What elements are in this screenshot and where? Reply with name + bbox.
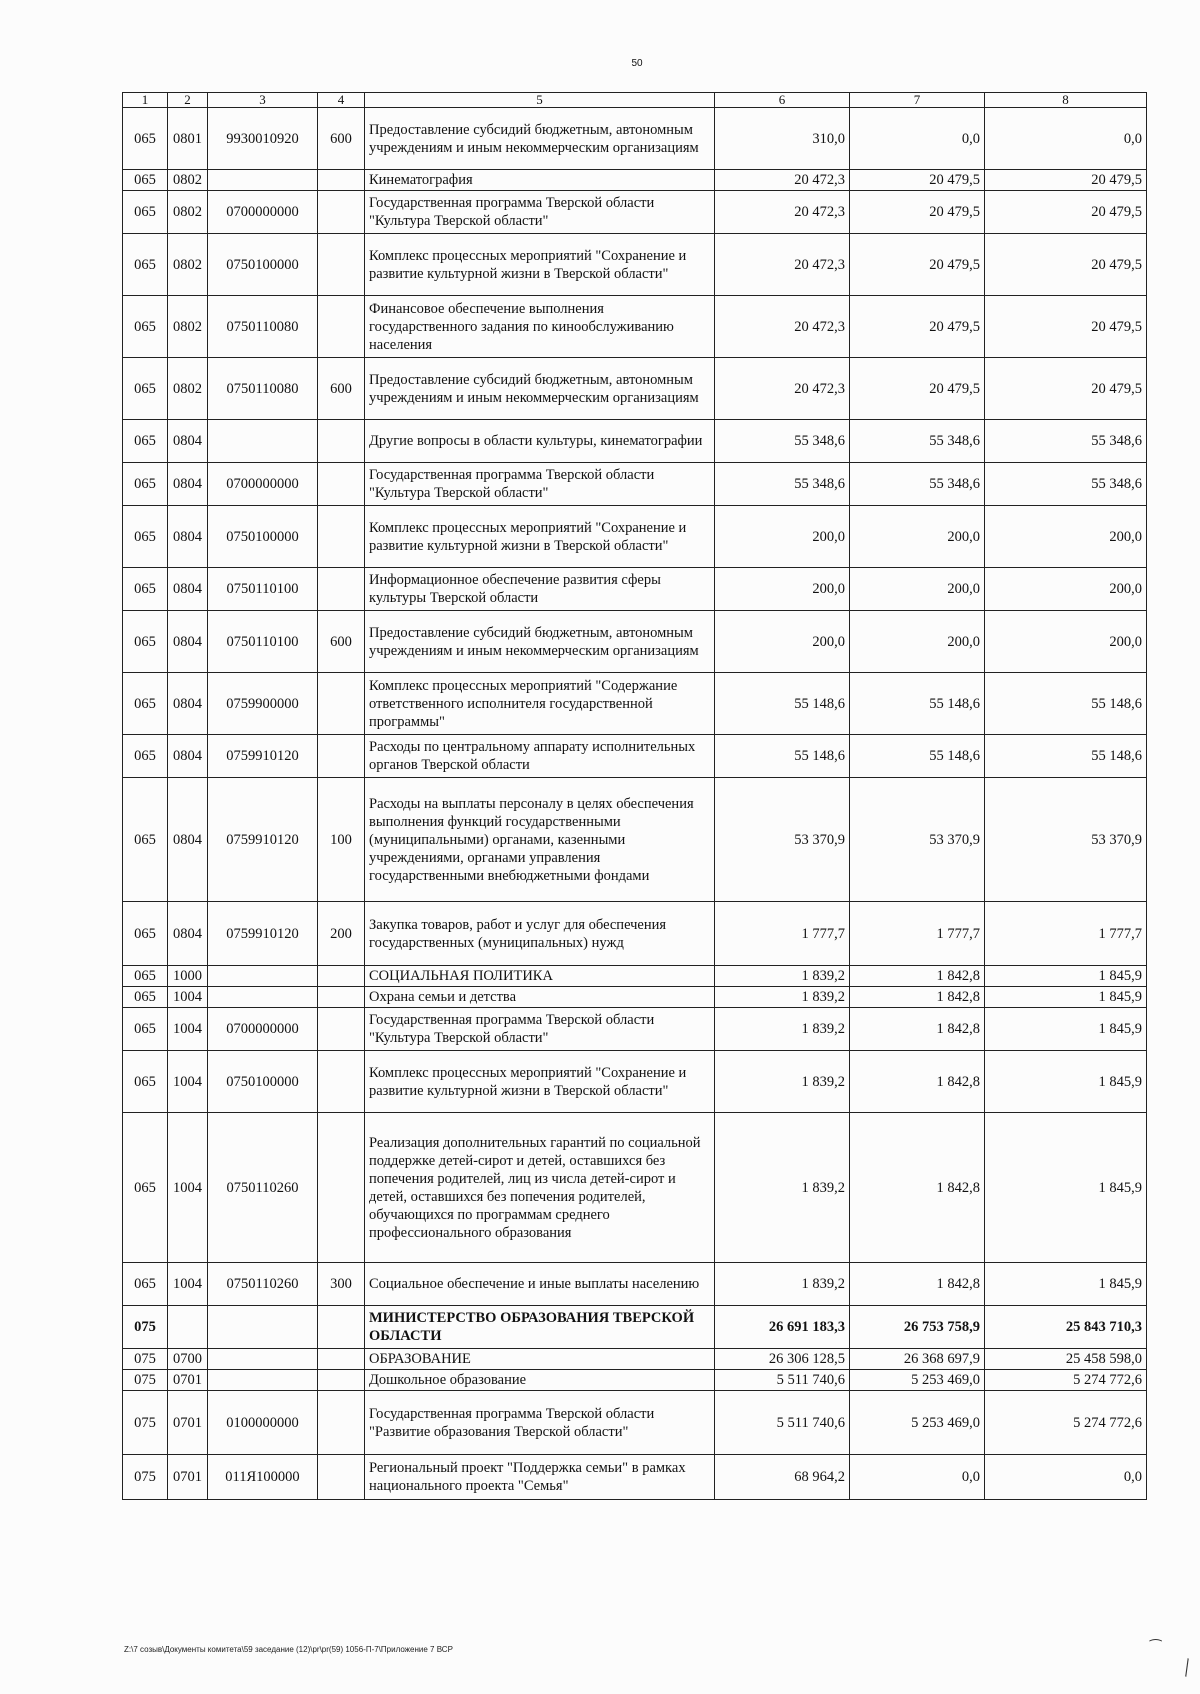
cell-target-code: 0750100000: [208, 1051, 318, 1113]
cell-expense-type: [318, 568, 365, 611]
cell-expense-type: 100: [318, 778, 365, 902]
cell-target-code: 0700000000: [208, 191, 318, 234]
cell-admin-code: 065: [123, 358, 168, 420]
cell-section-code: 1000: [168, 966, 208, 987]
cell-target-code: 0100000000: [208, 1391, 318, 1455]
cell-target-code: [208, 1370, 318, 1391]
cell-value-col6: 55 348,6: [715, 463, 850, 506]
cell-expense-type: [318, 420, 365, 463]
cell-value-col6: 55 148,6: [715, 735, 850, 778]
cell-target-code: 9930010920: [208, 108, 318, 170]
cell-admin-code: 065: [123, 902, 168, 966]
cell-target-code: 0759900000: [208, 673, 318, 735]
cell-value-col8: 53 370,9: [985, 778, 1147, 902]
cell-value-col7: 20 479,5: [850, 296, 985, 358]
cell-value-col7: 20 479,5: [850, 170, 985, 191]
cell-value-col8: 0,0: [985, 108, 1147, 170]
cell-value-col7: 1 842,8: [850, 1008, 985, 1051]
cell-admin-code: 065: [123, 1263, 168, 1306]
cell-name: Реализация дополнительных гарантий по социальной поддержке детей-сирот и детей, оставшихся без попечения родителей, лиц из числа детей-сирот и детей, оставшихся без попечения родителей, обучающихся по программам среднего профессионального образования: [365, 1113, 715, 1263]
cell-value-col7: 53 370,9: [850, 778, 985, 902]
cell-name: Дошкольное образование: [365, 1370, 715, 1391]
cell-name: Закупка товаров, работ и услуг для обеспечения государственных (муниципальных) нужд: [365, 902, 715, 966]
table-row: [123, 735, 1147, 778]
cell-value-col6: 20 472,3: [715, 296, 850, 358]
table-row: [123, 108, 1147, 170]
cell-name: Финансовое обеспечение выполнения государственного задания по кинообслуживанию населения: [365, 296, 715, 358]
cell-admin-code: 065: [123, 1051, 168, 1113]
col-header: 2: [168, 93, 208, 108]
cell-value-col8: 5 274 772,6: [985, 1370, 1147, 1391]
cell-value-col7: 1 842,8: [850, 1113, 985, 1263]
table-row: [123, 778, 1147, 902]
cell-section-code: 0701: [168, 1455, 208, 1500]
cell-name: Региональный проект "Поддержка семьи" в рамках национального проекта "Семья": [365, 1455, 715, 1500]
cell-value-col8: 1 845,9: [985, 987, 1147, 1008]
table-row: [123, 966, 1147, 987]
cell-value-col8: 55 148,6: [985, 735, 1147, 778]
cell-admin-code: 065: [123, 1008, 168, 1051]
cell-target-code: 011Я100000: [208, 1455, 318, 1500]
cell-target-code: [208, 966, 318, 987]
cell-expense-type: 600: [318, 358, 365, 420]
cell-expense-type: 600: [318, 108, 365, 170]
cell-expense-type: [318, 1391, 365, 1455]
cell-section-code: 0804: [168, 902, 208, 966]
cell-value-col6: 1 839,2: [715, 1263, 850, 1306]
cell-value-col7: 1 842,8: [850, 1263, 985, 1306]
col-header: 6: [715, 93, 850, 108]
cell-name: Расходы по центральному аппарату исполнительных органов Тверской области: [365, 735, 715, 778]
cell-admin-code: 065: [123, 420, 168, 463]
cell-value-col6: 1 777,7: [715, 902, 850, 966]
cell-section-code: 0802: [168, 170, 208, 191]
cell-value-col6: 20 472,3: [715, 234, 850, 296]
table-row: [123, 902, 1147, 966]
table-row: [123, 1263, 1147, 1306]
cell-admin-code: 065: [123, 108, 168, 170]
cell-expense-type: [318, 1455, 365, 1500]
cell-value-col6: 1 839,2: [715, 1008, 850, 1051]
cell-name: Комплекс процессных мероприятий "Сохранение и развитие культурной жизни в Тверской области": [365, 234, 715, 296]
cell-expense-type: [318, 170, 365, 191]
table-row: [123, 1370, 1147, 1391]
cell-name: СОЦИАЛЬНАЯ ПОЛИТИКА: [365, 966, 715, 987]
cell-value-col6: 53 370,9: [715, 778, 850, 902]
cell-value-col8: 200,0: [985, 568, 1147, 611]
budget-table: [122, 92, 1147, 1500]
cell-name: Государственная программа Тверской области "Культура Тверской области": [365, 191, 715, 234]
cell-name: Расходы на выплаты персоналу в целях обеспечения выполнения функций государственными (муниципальными) органами, казенными учреждениями, органами управления государственными внебюджетными фондами: [365, 778, 715, 902]
table-row: [123, 1008, 1147, 1051]
table-row: [123, 506, 1147, 568]
cell-target-code: 0750110260: [208, 1263, 318, 1306]
cell-value-col8: 1 845,9: [985, 1263, 1147, 1306]
table-row: [123, 463, 1147, 506]
cell-admin-code: 065: [123, 568, 168, 611]
cell-target-code: 0700000000: [208, 463, 318, 506]
cell-value-col7: 200,0: [850, 568, 985, 611]
cell-expense-type: [318, 1306, 365, 1349]
cell-target-code: 0700000000: [208, 1008, 318, 1051]
table-row: [123, 1349, 1147, 1370]
cell-value-col6: 1 839,2: [715, 1051, 850, 1113]
cell-value-col6: 200,0: [715, 568, 850, 611]
cell-expense-type: [318, 1008, 365, 1051]
cell-value-col6: 55 148,6: [715, 673, 850, 735]
cell-value-col6: 68 964,2: [715, 1455, 850, 1500]
cell-expense-type: 200: [318, 902, 365, 966]
cell-admin-code: 065: [123, 506, 168, 568]
cell-section-code: 0804: [168, 673, 208, 735]
cell-value-col8: 200,0: [985, 611, 1147, 673]
cell-section-code: 0804: [168, 568, 208, 611]
cell-value-col7: 5 253 469,0: [850, 1370, 985, 1391]
cell-name: Предоставление субсидий бюджетным, автономным учреждениям и иным некоммерческим организациям: [365, 611, 715, 673]
cell-value-col7: 5 253 469,0: [850, 1391, 985, 1455]
cell-value-col7: 1 777,7: [850, 902, 985, 966]
table-row: [123, 1391, 1147, 1455]
cell-value-col8: 1 845,9: [985, 966, 1147, 987]
file-path-footer: Z:\7 созыв\Документы комитета\59 заседание (12)\pr\pr(59) 1056-П-7\Приложение 7 ВСР: [124, 1645, 453, 1654]
cell-admin-code: 065: [123, 735, 168, 778]
cell-section-code: 1004: [168, 1113, 208, 1263]
cell-admin-code: 065: [123, 611, 168, 673]
table-row: [123, 568, 1147, 611]
cell-value-col8: 1 845,9: [985, 1113, 1147, 1263]
cell-admin-code: 065: [123, 778, 168, 902]
page-number: 50: [631, 58, 643, 69]
cell-value-col8: 200,0: [985, 506, 1147, 568]
cell-value-col8: 5 274 772,6: [985, 1391, 1147, 1455]
cell-name: Социальное обеспечение и иные выплаты населению: [365, 1263, 715, 1306]
cell-expense-type: [318, 673, 365, 735]
cell-target-code: 0750110100: [208, 568, 318, 611]
cell-section-code: 1004: [168, 1008, 208, 1051]
cell-value-col8: 25 843 710,3: [985, 1306, 1147, 1349]
table-row: [123, 1113, 1147, 1263]
cell-value-col6: 5 511 740,6: [715, 1370, 850, 1391]
cell-value-col8: 1 845,9: [985, 1008, 1147, 1051]
cell-expense-type: 600: [318, 611, 365, 673]
cell-admin-code: 065: [123, 987, 168, 1008]
cell-value-col8: 25 458 598,0: [985, 1349, 1147, 1370]
cell-name: Предоставление субсидий бюджетным, автономным учреждениям и иным некоммерческим организациям: [365, 358, 715, 420]
cell-value-col6: 55 348,6: [715, 420, 850, 463]
cell-name: Комплекс процессных мероприятий "Сохранение и развитие культурной жизни в Тверской области": [365, 1051, 715, 1113]
cell-value-col8: 20 479,5: [985, 296, 1147, 358]
cell-value-col7: 55 148,6: [850, 735, 985, 778]
cell-section-code: 0804: [168, 506, 208, 568]
table-row: [123, 1455, 1147, 1500]
cell-target-code: [208, 1349, 318, 1370]
cell-target-code: 0750110260: [208, 1113, 318, 1263]
cell-value-col8: 55 148,6: [985, 673, 1147, 735]
cell-target-code: 0750100000: [208, 506, 318, 568]
cell-expense-type: [318, 1051, 365, 1113]
cell-section-code: 0801: [168, 108, 208, 170]
cell-admin-code: 065: [123, 296, 168, 358]
cell-value-col7: 55 348,6: [850, 463, 985, 506]
cell-section-code: 0804: [168, 778, 208, 902]
col-header: 3: [208, 93, 318, 108]
cell-section-code: 1004: [168, 1051, 208, 1113]
cell-value-col6: 200,0: [715, 611, 850, 673]
cell-admin-code: 075: [123, 1349, 168, 1370]
cell-value-col6: 26 306 128,5: [715, 1349, 850, 1370]
cell-section-code: 0701: [168, 1370, 208, 1391]
cell-name: МИНИСТЕРСТВО ОБРАЗОВАНИЯ ТВЕРСКОЙ ОБЛАСТИ: [365, 1306, 715, 1349]
cell-expense-type: [318, 735, 365, 778]
cell-expense-type: [318, 234, 365, 296]
cell-section-code: 1004: [168, 987, 208, 1008]
cell-section-code: 0802: [168, 358, 208, 420]
cell-value-col8: 20 479,5: [985, 191, 1147, 234]
cell-value-col6: 5 511 740,6: [715, 1391, 850, 1455]
cell-target-code: 0759910120: [208, 735, 318, 778]
cell-value-col7: 200,0: [850, 506, 985, 568]
cell-value-col7: 20 479,5: [850, 191, 985, 234]
cell-expense-type: 300: [318, 1263, 365, 1306]
table-row: [123, 296, 1147, 358]
cell-name: Другие вопросы в области культуры, кинематографии: [365, 420, 715, 463]
cell-value-col6: 310,0: [715, 108, 850, 170]
cell-admin-code: 065: [123, 966, 168, 987]
cell-expense-type: [318, 463, 365, 506]
cell-target-code: [208, 1306, 318, 1349]
cell-expense-type: [318, 966, 365, 987]
cell-value-col8: 55 348,6: [985, 463, 1147, 506]
table-row: [123, 1306, 1147, 1349]
cell-value-col6: 1 839,2: [715, 987, 850, 1008]
cell-admin-code: 075: [123, 1306, 168, 1349]
cell-value-col7: 1 842,8: [850, 1051, 985, 1113]
table-row: [123, 358, 1147, 420]
cell-section-code: [168, 1306, 208, 1349]
cell-expense-type: [318, 1113, 365, 1263]
table-row: [123, 611, 1147, 673]
table-row: [123, 987, 1147, 1008]
cell-expense-type: [318, 296, 365, 358]
cell-value-col8: 1 845,9: [985, 1051, 1147, 1113]
cell-value-col6: 1 839,2: [715, 1113, 850, 1263]
cell-section-code: 0701: [168, 1391, 208, 1455]
cell-name: Комплекс процессных мероприятий "Содержание ответственного исполнителя государственной программы": [365, 673, 715, 735]
cell-target-code: 0750110080: [208, 358, 318, 420]
cell-target-code: [208, 420, 318, 463]
cell-value-col7: 26 368 697,9: [850, 1349, 985, 1370]
cell-target-code: 0750110100: [208, 611, 318, 673]
cell-expense-type: [318, 191, 365, 234]
cell-name: Информационное обеспечение развития сферы культуры Тверской области: [365, 568, 715, 611]
scan-mark: ⁀: [1150, 1641, 1162, 1656]
cell-expense-type: [318, 506, 365, 568]
table-row: [123, 170, 1147, 191]
cell-admin-code: 065: [123, 1113, 168, 1263]
cell-admin-code: 065: [123, 191, 168, 234]
cell-admin-code: 065: [123, 234, 168, 296]
cell-value-col7: 1 842,8: [850, 966, 985, 987]
cell-value-col6: 26 691 183,3: [715, 1306, 850, 1349]
cell-section-code: 0804: [168, 463, 208, 506]
cell-name: Охрана семьи и детства: [365, 987, 715, 1008]
cell-value-col8: 55 348,6: [985, 420, 1147, 463]
cell-value-col6: 20 472,3: [715, 191, 850, 234]
column-number-row: [123, 93, 1147, 108]
cell-admin-code: 065: [123, 463, 168, 506]
cell-admin-code: 075: [123, 1455, 168, 1500]
cell-value-col8: 20 479,5: [985, 170, 1147, 191]
cell-value-col6: 200,0: [715, 506, 850, 568]
cell-admin-code: 065: [123, 673, 168, 735]
cell-value-col7: 0,0: [850, 1455, 985, 1500]
cell-name: Государственная программа Тверской области "Развитие образования Тверской области": [365, 1391, 715, 1455]
cell-value-col8: 20 479,5: [985, 358, 1147, 420]
cell-name: Комплекс процессных мероприятий "Сохранение и развитие культурной жизни в Тверской области": [365, 506, 715, 568]
cell-admin-code: 075: [123, 1370, 168, 1391]
col-header: 4: [318, 93, 365, 108]
cell-name: ОБРАЗОВАНИЕ: [365, 1349, 715, 1370]
table-row: [123, 420, 1147, 463]
col-header: 7: [850, 93, 985, 108]
table-row: [123, 1051, 1147, 1113]
cell-name: Государственная программа Тверской области "Культура Тверской области": [365, 463, 715, 506]
col-header: 1: [123, 93, 168, 108]
cell-target-code: 0759910120: [208, 902, 318, 966]
cell-admin-code: 075: [123, 1391, 168, 1455]
table-row: [123, 191, 1147, 234]
cell-section-code: 0804: [168, 735, 208, 778]
cell-section-code: 0802: [168, 234, 208, 296]
cell-value-col8: 1 777,7: [985, 902, 1147, 966]
cell-section-code: 0804: [168, 611, 208, 673]
cell-value-col8: 20 479,5: [985, 234, 1147, 296]
cell-value-col7: 55 148,6: [850, 673, 985, 735]
cell-value-col7: 20 479,5: [850, 358, 985, 420]
cell-target-code: 0759910120: [208, 778, 318, 902]
cell-value-col7: 200,0: [850, 611, 985, 673]
cell-value-col7: 20 479,5: [850, 234, 985, 296]
cell-section-code: 0802: [168, 191, 208, 234]
cell-section-code: 0700: [168, 1349, 208, 1370]
cell-expense-type: [318, 1349, 365, 1370]
table-row: [123, 234, 1147, 296]
col-header: 5: [365, 93, 715, 108]
cell-target-code: [208, 987, 318, 1008]
table-row: [123, 673, 1147, 735]
cell-expense-type: [318, 1370, 365, 1391]
cell-target-code: 0750110080: [208, 296, 318, 358]
cell-value-col7: 0,0: [850, 108, 985, 170]
cell-value-col7: 1 842,8: [850, 987, 985, 1008]
cell-value-col7: 26 753 758,9: [850, 1306, 985, 1349]
cell-value-col7: 55 348,6: [850, 420, 985, 463]
cell-admin-code: 065: [123, 170, 168, 191]
cell-value-col6: 20 472,3: [715, 358, 850, 420]
cell-value-col8: 0,0: [985, 1455, 1147, 1500]
cell-section-code: 0802: [168, 296, 208, 358]
cell-name: Государственная программа Тверской области "Культура Тверской области": [365, 1008, 715, 1051]
cell-expense-type: [318, 987, 365, 1008]
scan-mark: ╲: [1178, 1659, 1194, 1678]
cell-name: Кинематография: [365, 170, 715, 191]
cell-target-code: 0750100000: [208, 234, 318, 296]
cell-section-code: 0804: [168, 420, 208, 463]
cell-value-col6: 1 839,2: [715, 966, 850, 987]
cell-target-code: [208, 170, 318, 191]
cell-section-code: 1004: [168, 1263, 208, 1306]
cell-value-col6: 20 472,3: [715, 170, 850, 191]
col-header: 8: [985, 93, 1147, 108]
cell-name: Предоставление субсидий бюджетным, автономным учреждениям и иным некоммерческим организациям: [365, 108, 715, 170]
